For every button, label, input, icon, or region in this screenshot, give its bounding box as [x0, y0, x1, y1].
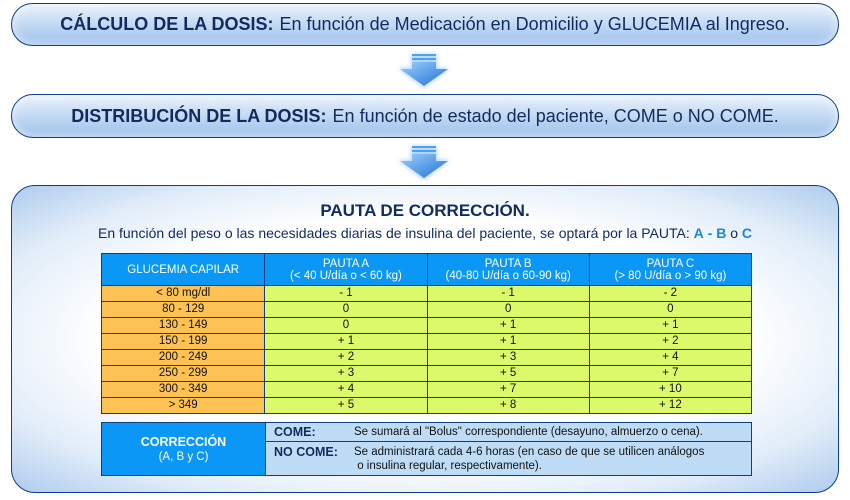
header-pauta-b-label: PAUTA B — [484, 257, 532, 270]
table-row — [102, 366, 752, 382]
no-come-row — [266, 442, 752, 476]
pauta-c-value: 0 — [589, 302, 751, 318]
pauta-b-value: + 8 — [427, 398, 589, 414]
pauta-a-value: 0 — [265, 302, 427, 318]
header-pauta-c — [589, 254, 751, 286]
pauta-b-value: + 1 — [427, 334, 589, 350]
correction-table — [101, 253, 752, 414]
step-dose-distribution-text: En función de estado del paciente, COME o NO COME. — [332, 105, 779, 126]
table-header-row — [102, 254, 752, 286]
pauta-a-value: + 5 — [265, 398, 427, 414]
no-come-text-line1: Se administrará cada 4-6 horas (en caso de que se utilicen análogos — [354, 446, 705, 458]
pauta-a-value: + 4 — [265, 382, 427, 398]
pauta-c-value: - 2 — [589, 286, 751, 302]
step-dose-distribution-label: DISTRIBUCIÓN DE LA DOSIS: — [71, 105, 327, 126]
step-dose-calculation-label: CÁLCULO DE LA DOSIS: — [60, 14, 274, 34]
header-pauta-a-range: (< 40 U/día o < 60 kg) — [290, 269, 402, 282]
table-row — [102, 286, 752, 302]
header-pauta-b — [427, 254, 589, 286]
arrow-down-icon — [394, 50, 454, 90]
correction-schedule-subtitle — [12, 225, 838, 241]
correction-schedule-title: PAUTA DE CORRECCIÓN. — [320, 201, 530, 220]
glucemia-range: 80 - 129 — [102, 302, 265, 318]
header-pauta-b-range: (40-80 U/día o 60-90 kg) — [445, 269, 571, 282]
pauta-c-value: + 1 — [589, 318, 751, 334]
table-row — [102, 350, 752, 366]
no-come-label: NO COME: — [274, 445, 338, 459]
pauta-a-value: - 1 — [265, 286, 427, 302]
pauta-a-value: 0 — [265, 318, 427, 334]
table-row — [102, 398, 752, 414]
table-row — [102, 302, 752, 318]
header-glucemia — [102, 254, 265, 286]
glucemia-range: 200 - 249 — [102, 350, 265, 366]
glucemia-range: 130 - 149 — [102, 318, 265, 334]
pauta-c-value: + 4 — [589, 350, 751, 366]
pauta-c-value: + 12 — [589, 398, 751, 414]
option-c: C — [741, 225, 753, 241]
step-dose-calculation-text: En función de Medicación en Domicilio y GLUCEMIA al Ingreso. — [279, 14, 790, 34]
correction-notes-table — [101, 422, 752, 476]
no-come-text-line2: o insulina regular, respectivamente). — [357, 460, 542, 472]
table-row — [102, 334, 752, 350]
table-row — [102, 318, 752, 334]
correction-subtitle: (A, B y C) — [158, 450, 209, 463]
step-dose-calculation — [11, 3, 839, 46]
header-pauta-c-label: PAUTA C — [646, 257, 695, 270]
option-b: B — [716, 225, 727, 241]
come-text: Se sumará al "Bolus" correspondiente (desayuno, almuerzo o cena). — [354, 426, 703, 438]
pauta-b-value: + 7 — [427, 382, 589, 398]
pauta-b-value: 0 — [427, 302, 589, 318]
pauta-a-value: + 2 — [265, 350, 427, 366]
arrow-down-icon — [394, 142, 454, 182]
header-pauta-a — [265, 254, 427, 286]
pauta-a-value: + 1 — [265, 334, 427, 350]
header-pauta-a-label: PAUTA A — [322, 257, 370, 270]
pauta-b-value: + 1 — [427, 318, 589, 334]
correction-header — [102, 423, 266, 476]
come-row — [266, 423, 752, 442]
no-come-text — [354, 445, 749, 473]
glucemia-range: 150 - 199 — [102, 334, 265, 350]
option-a: A — [693, 225, 704, 241]
table-row — [102, 382, 752, 398]
pauta-c-value: + 10 — [589, 382, 751, 398]
pauta-c-value: + 2 — [589, 334, 751, 350]
subtitle-text: En función del peso o las necesidades diarias de insulina del paciente, se optará por la PAUTA: — [97, 225, 690, 241]
glucemia-range: 300 - 349 — [102, 382, 265, 398]
header-glucemia-label: GLUCEMIA CAPILAR — [127, 263, 240, 276]
glucemia-range: 250 - 299 — [102, 366, 265, 382]
correction-schedule-panel — [11, 185, 839, 493]
correction-title: CORRECCIÓN — [140, 434, 227, 449]
step-dose-distribution — [11, 94, 839, 138]
pauta-b-value: + 3 — [427, 350, 589, 366]
glucemia-range: < 80 mg/dl — [102, 286, 265, 302]
header-pauta-c-range: (> 80 U/día o > 90 kg) — [614, 269, 727, 282]
pauta-c-value: + 7 — [589, 366, 751, 382]
option-or: o — [730, 225, 738, 241]
glucemia-range: > 349 — [102, 398, 265, 414]
pauta-a-value: + 3 — [265, 366, 427, 382]
pauta-b-value: + 5 — [427, 366, 589, 382]
option-dash: - — [707, 225, 713, 241]
come-label: COME: — [274, 425, 316, 439]
pauta-b-value: - 1 — [427, 286, 589, 302]
